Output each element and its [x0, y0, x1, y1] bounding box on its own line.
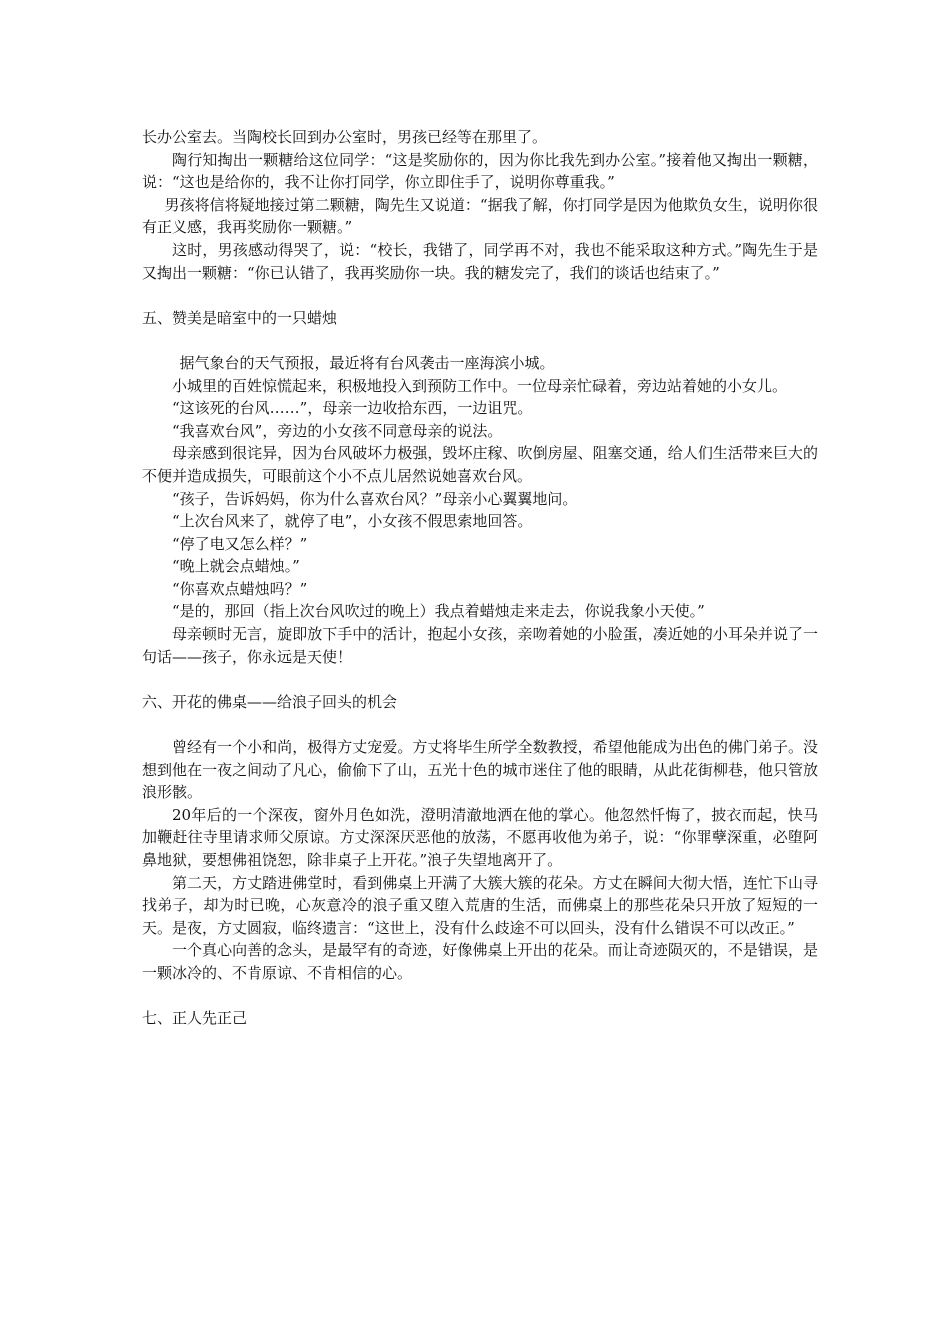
paragraph: 男孩将信将疑地接过第二颗糖，陶先生又说道：“据我了解，你打同学是因为他欺负女生，说明你很有正义感，我再奖励你一颗糖。” — [142, 195, 818, 237]
spacer — [142, 668, 818, 691]
section-heading: 五、赞美是暗室中的一只蜡烛 — [142, 308, 338, 327]
paragraph: 陶行知掏出一颗糖给这位同学：“这是奖励你的，因为你比我先到办公室。”接着他又掏出一颗糖，说：“这也是给你的，我不让你打同学，你立即住手了，说明你尊重我。” — [142, 150, 818, 192]
spacer — [142, 985, 818, 1008]
paragraph: “停了电又怎么样？” — [172, 534, 308, 553]
paragraph: 20年后的一个深夜，窗外月色如洗，澄明清澈地洒在他的掌心。他忽然忏悔了，披衣而起，快马加鞭赶往寺里请求师父原谅。方丈深深厌恶他的放荡，不愿再收他为弟子，说：“你罪孽深重，必堕阿鼻地狱，要想佛祖饶恕，除非桌子上开花。”浪子失望地离开了。 — [142, 805, 818, 869]
paragraph: 曾经有一个小和尚，极得方丈宠爱。方丈将毕生所学全数教授，希望他能成为出色的佛门弟子。没想到他在一夜之间动了凡心，偷偷下了山，五光十色的城市迷住了他的眼睛，从此花街柳巷，他只管放浪形骸。 — [142, 738, 818, 802]
document-body — [142, 126, 818, 1030]
paragraph: “晚上就会点蜡烛。” — [172, 557, 300, 576]
section-heading: 七、正人先正己 — [142, 1009, 248, 1028]
paragraph: “你喜欢点蜡烛吗？” — [172, 579, 308, 598]
spacer — [142, 713, 818, 736]
paragraph: 长办公室去。当陶校长回到办公室时，男孩已经等在那里了。 — [142, 128, 548, 146]
paragraph: 母亲顿时无言，旋即放下手中的活计，抱起小女孩，亲吻着她的小脸蛋，凑近她的小耳朵并说了一句话——孩子，你永远是天使！ — [142, 625, 818, 666]
paragraph: 小城里的百姓惊慌起来，积极地投入到预防工作中。一位母亲忙碌着，旁边站着她的小女儿。 — [172, 376, 788, 395]
paragraph: “我喜欢台风”，旁边的小女孩不同意母亲的说法。 — [172, 421, 503, 440]
paragraph: 母亲感到很诧异，因为台风破坏力极强，毁坏庄稼、吹倒房屋、阻塞交通，给人们生活带来巨大的不便并造成损失，可眼前这个小不点儿居然说她喜欢台风。 — [142, 444, 818, 485]
paragraph: 这时，男孩感动得哭了，说：“校长，我错了，同学再不对，我也不能采取这种方式。”陶先生于是又掏出一颗糖：“你已认错了，我再奖励你一块。我的糖发完了，我们的谈话也结束了。” — [142, 240, 818, 282]
paragraph: 第二天，方丈踏进佛堂时，看到佛桌上开满了大簇大簇的花朵。方丈在瞬间大彻大悟，连忙下山寻找弟子，却为时已晚，心灰意冷的浪子重又堕入荒唐的生活，而佛桌上的那些花朵只开放了短短的一天。是夜，方丈圆寂，临终遗言：“这世上，没有什么歧途不可以回头，没有什么错误不可以改正。” — [142, 873, 818, 937]
spacer — [142, 329, 818, 352]
paragraph: “是的，那回（指上次台风吹过的晚上）我点着蜡烛走来走去，你说我象小天使。” — [172, 602, 705, 621]
paragraph: “孩子，告诉妈妈，你为什么喜欢台风？”母亲小心翼翼地问。 — [172, 489, 578, 508]
paragraph: “上次台风来了，就停了电”，小女孩不假思索地回答。 — [172, 512, 533, 531]
paragraph: 据气象台的天气预报，最近将有台风袭击一座海滨小城。 — [179, 353, 555, 372]
spacer — [142, 284, 818, 307]
paragraph: 一个真心向善的念头，是最罕有的奇迹，好像佛桌上开出的花朵。而让奇迹陨灭的，不是错误，是一颗冰冷的、不肯原谅、不肯相信的心。 — [142, 941, 818, 982]
section-heading: 六、开花的佛桌——给浪子回头的机会 — [142, 692, 398, 711]
paragraph: “这该死的台风……”，母亲一边收拾东西，一边诅咒。 — [172, 399, 533, 418]
